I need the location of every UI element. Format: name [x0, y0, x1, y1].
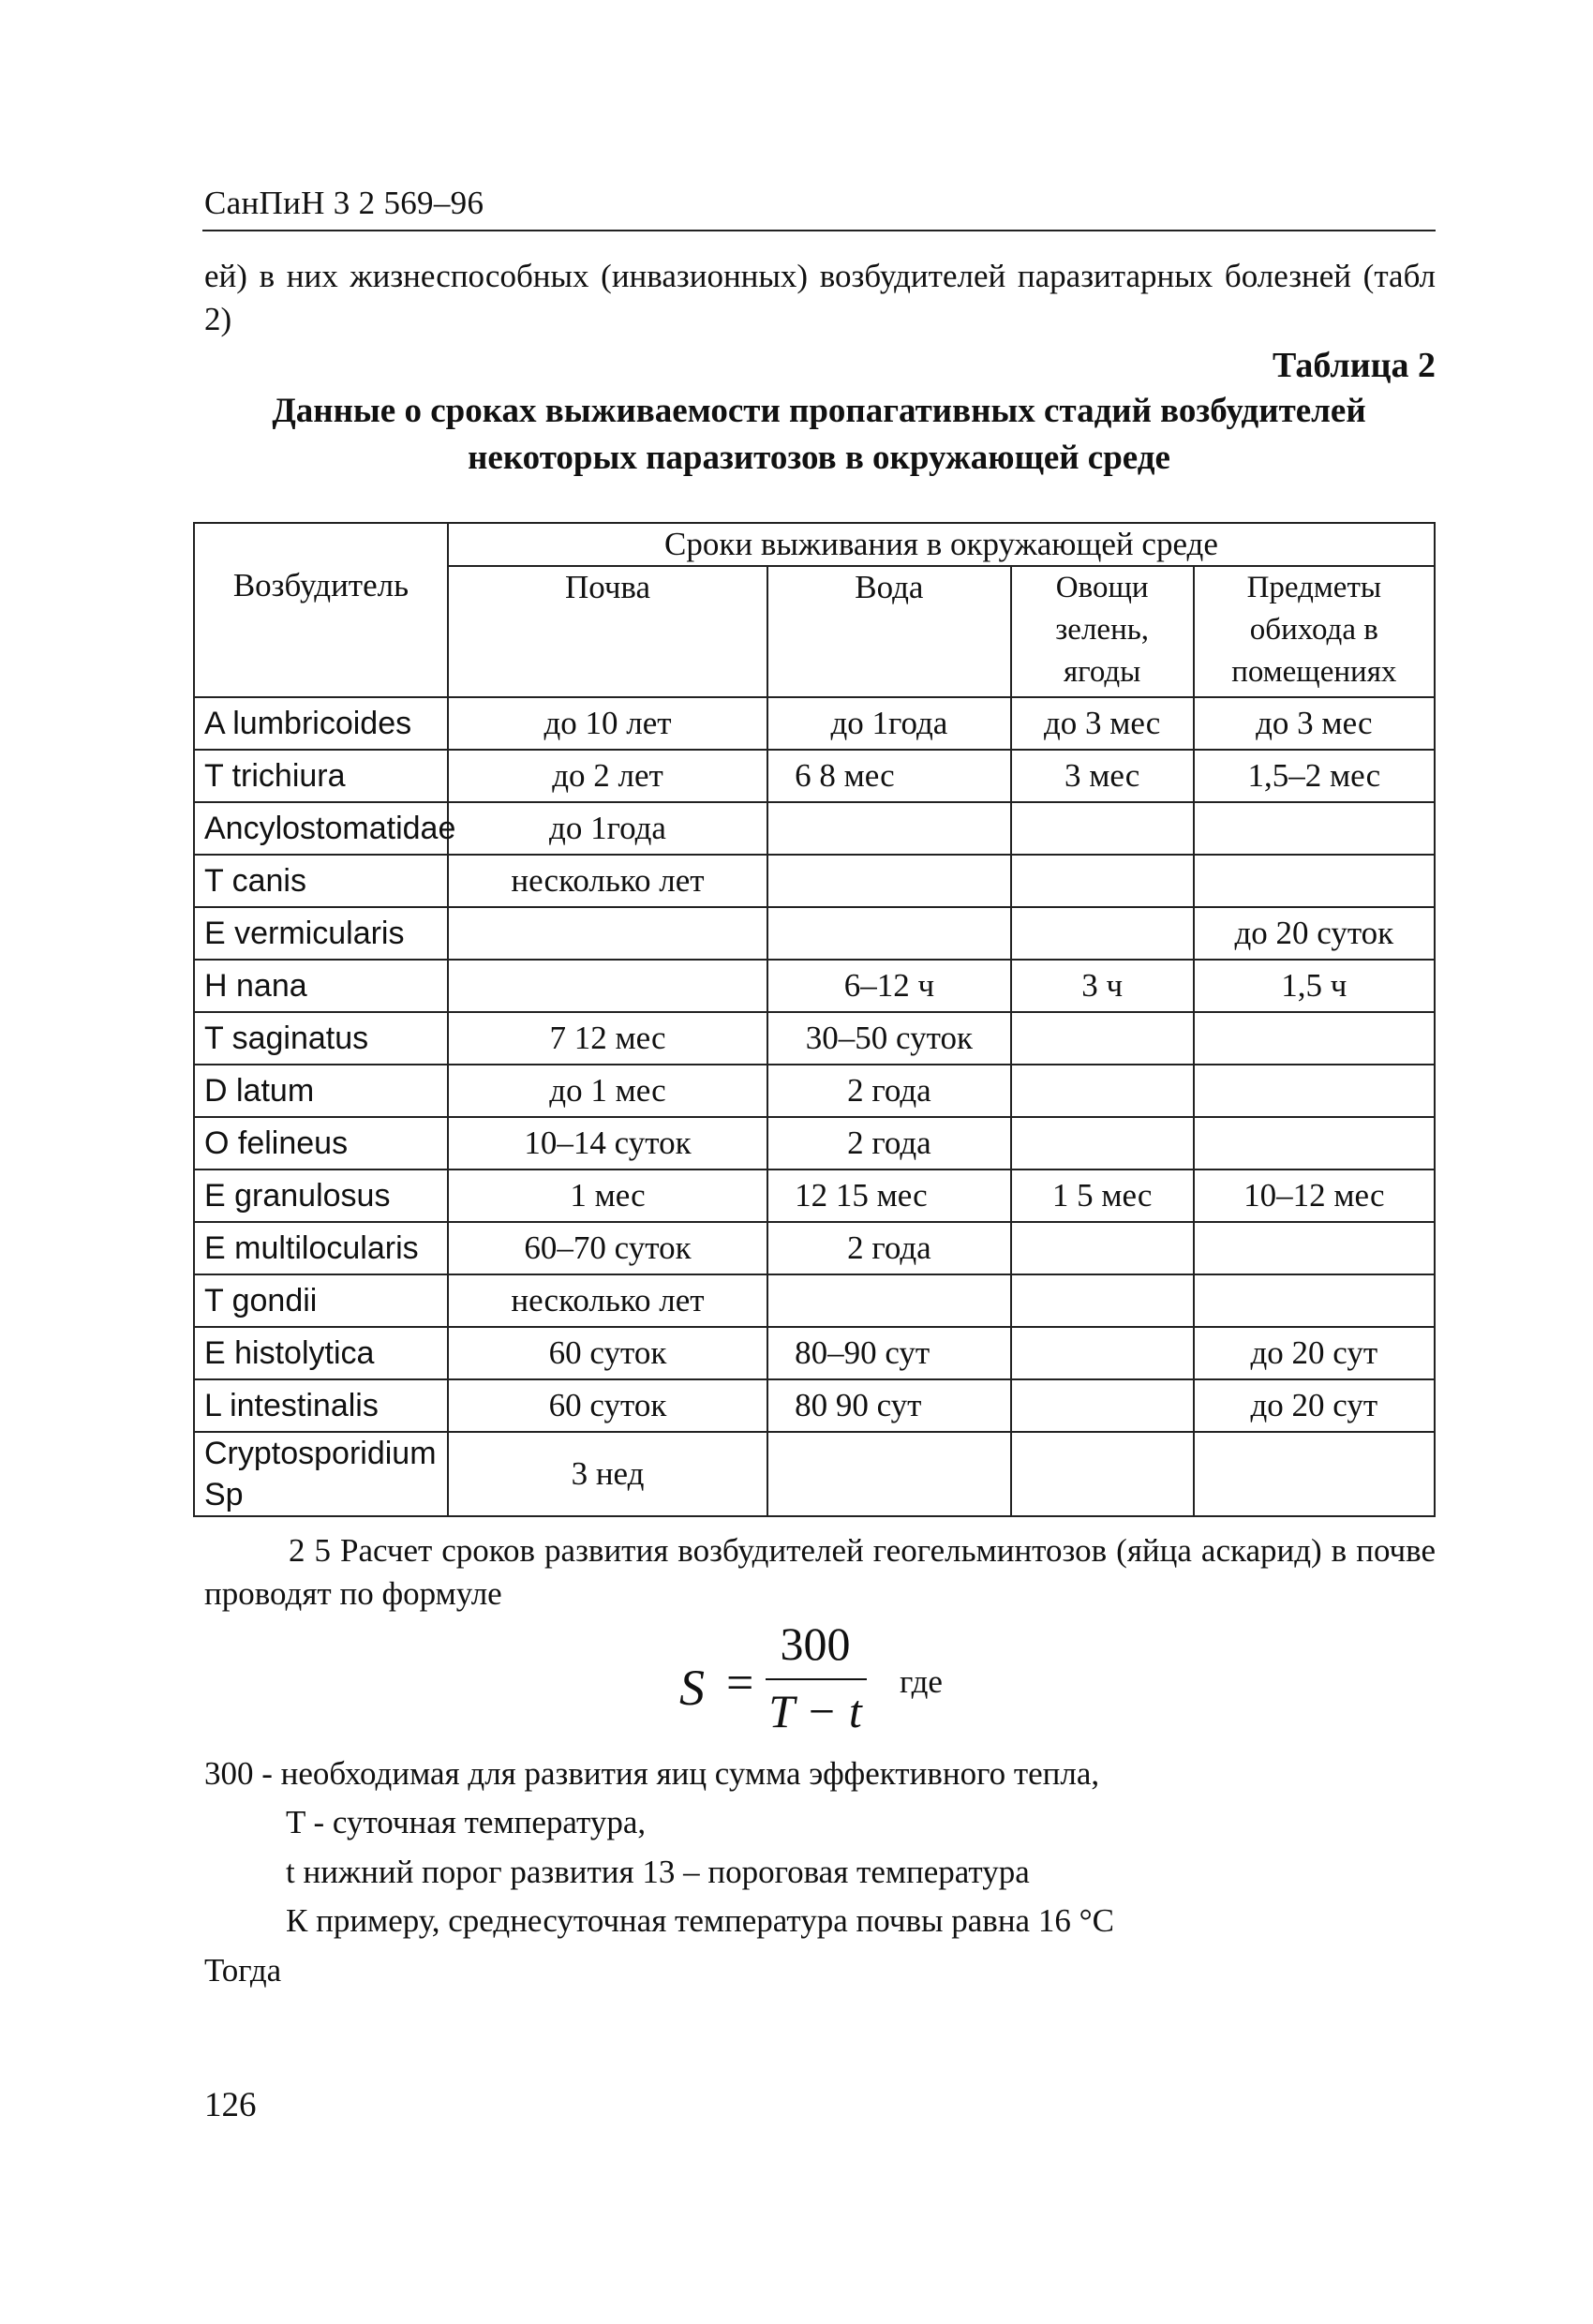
cell-water: 12 15 мес	[767, 1169, 1011, 1222]
cell-items	[1194, 1274, 1435, 1327]
cell-agent: Cryptosporidium Sp	[194, 1432, 448, 1516]
table-label: Таблица 2	[1272, 346, 1436, 385]
col-header-agent: Возбудитель	[194, 523, 448, 697]
cell-soil: 60 суток	[448, 1327, 767, 1379]
formula-where: где	[900, 1663, 943, 1700]
cell-items	[1194, 1222, 1435, 1274]
table-title-line1: Данные о сроках выживаемости пропагативных стадий возбудителей	[272, 392, 1366, 430]
table-row	[194, 1117, 1435, 1169]
cell-agent: O felineus	[194, 1117, 448, 1169]
survival-table	[193, 522, 1436, 1517]
cell-soil: 10–14 суток	[448, 1117, 767, 1169]
formula-numerator: 300	[780, 1617, 851, 1670]
cell-veg	[1011, 1379, 1194, 1432]
running-head: СанПиН 3 2 569–96	[204, 185, 484, 221]
cell-soil	[448, 907, 767, 960]
cell-items	[1194, 1065, 1435, 1117]
col-header-group: Сроки выживания в окружающей среде	[448, 523, 1435, 566]
formula-equals: =	[726, 1657, 754, 1710]
cell-items: до 3 мес	[1194, 697, 1435, 750]
cell-water: 2 года	[767, 1065, 1011, 1117]
cell-soil: до 2 лет	[448, 750, 767, 802]
cell-agent: T canis	[194, 855, 448, 907]
cell-water: 2 года	[767, 1117, 1011, 1169]
cell-soil: несколько лет	[448, 855, 767, 907]
cell-water	[767, 1274, 1011, 1327]
cell-veg	[1011, 907, 1194, 960]
cell-items	[1194, 802, 1435, 855]
cell-items: 10–12 мес	[1194, 1169, 1435, 1222]
cell-agent: E granulosus	[194, 1169, 448, 1222]
cell-agent: E histolytica	[194, 1327, 448, 1379]
cell-veg	[1011, 1274, 1194, 1327]
cell-water	[767, 802, 1011, 855]
cell-items	[1194, 1012, 1435, 1065]
cell-items	[1194, 855, 1435, 907]
col-header-items: Предметы обихода в помещениях	[1194, 566, 1435, 697]
cell-agent: H nana	[194, 960, 448, 1012]
cell-water: 80–90 сут	[767, 1327, 1011, 1379]
cell-soil: до 10 лет	[448, 697, 767, 750]
cell-agent: L intestinalis	[194, 1379, 448, 1432]
table-row	[194, 855, 1435, 907]
formula-lhs: S	[679, 1660, 705, 1716]
cell-agent: T trichiura	[194, 750, 448, 802]
cell-soil: до 1года	[448, 802, 767, 855]
table-title-line2: некоторых паразитозов в окружающей среде	[468, 439, 1170, 477]
cell-water	[767, 855, 1011, 907]
cell-items: 1,5 ч	[1194, 960, 1435, 1012]
table-row	[194, 750, 1435, 802]
cell-agent: T gondii	[194, 1274, 448, 1327]
cell-veg: до 3 мес	[1011, 697, 1194, 750]
cell-soil: 60 суток	[448, 1379, 767, 1432]
cell-items: до 20 сут	[1194, 1379, 1435, 1432]
definition-line-2: T - суточная температура,	[286, 1804, 647, 1840]
definition-line-5: Тогда	[204, 1952, 282, 1989]
cell-veg	[1011, 1432, 1194, 1516]
cell-items: до 20 суток	[1194, 907, 1435, 960]
formula-denominator: T − t	[768, 1685, 862, 1737]
cell-water: 2 года	[767, 1222, 1011, 1274]
cell-soil: 7 12 мес	[448, 1012, 767, 1065]
cell-veg: 3 ч	[1011, 960, 1194, 1012]
cell-water	[767, 1432, 1011, 1516]
cell-items	[1194, 1117, 1435, 1169]
cell-soil: до 1 мес	[448, 1065, 767, 1117]
table-row	[194, 802, 1435, 855]
cell-veg	[1011, 1065, 1194, 1117]
cell-soil: 1 мес	[448, 1169, 767, 1222]
col-header-water: Вода	[767, 566, 1011, 697]
cell-water	[767, 907, 1011, 960]
table-row	[194, 907, 1435, 960]
cell-agent: T saginatus	[194, 1012, 448, 1065]
cell-veg	[1011, 855, 1194, 907]
table-row	[194, 1379, 1435, 1432]
table-title	[202, 388, 1436, 482]
cell-soil: 60–70 суток	[448, 1222, 767, 1274]
table-row	[194, 1327, 1435, 1379]
page-number: 126	[204, 2086, 257, 2124]
cell-agent: E vermicularis	[194, 907, 448, 960]
definition-line-3: t нижний порог развития 13 – пороговая температура	[286, 1854, 1030, 1890]
cell-water: 30–50 суток	[767, 1012, 1011, 1065]
definition-line-1: 300 - необходимая для развития яиц сумма эффективного тепла,	[204, 1755, 1100, 1792]
cell-veg	[1011, 1117, 1194, 1169]
cell-agent: E multilocularis	[194, 1222, 448, 1274]
table-row	[194, 1222, 1435, 1274]
cell-veg: 1 5 мес	[1011, 1169, 1194, 1222]
section-paragraph: 2 5 Расчет сроков развития возбудителей геогельминтозов (яйца аскарид) в почве проводят по формуле	[204, 1532, 1436, 1612]
cell-water: до 1года	[767, 697, 1011, 750]
intro-paragraph: ей) в них жизнеспособных (инвазионных) возбудителей паразитарных болезней (табл 2)	[204, 258, 1436, 337]
col-header-veg: Овощи зелень, ягоды	[1011, 566, 1194, 697]
formula	[679, 1616, 1054, 1738]
header-rule	[202, 230, 1436, 231]
table-row	[194, 960, 1435, 1012]
cell-agent: Ancylostomatidae	[194, 802, 448, 855]
cell-veg	[1011, 1222, 1194, 1274]
formula-fraction-bar	[766, 1678, 867, 1680]
cell-agent: D latum	[194, 1065, 448, 1117]
cell-veg	[1011, 1327, 1194, 1379]
cell-veg: 3 мес	[1011, 750, 1194, 802]
table-row	[194, 1169, 1435, 1222]
cell-items: до 20 сут	[1194, 1327, 1435, 1379]
cell-water: 6–12 ч	[767, 960, 1011, 1012]
cell-items: 1,5–2 мес	[1194, 750, 1435, 802]
table-row	[194, 1065, 1435, 1117]
cell-water: 6 8 мес	[767, 750, 1011, 802]
definition-line-4: К примеру, среднесуточная температура почвы равна 16 °С	[286, 1902, 1114, 1939]
table-row	[194, 1432, 1435, 1516]
cell-items	[1194, 1432, 1435, 1516]
table-row	[194, 697, 1435, 750]
table-row	[194, 1012, 1435, 1065]
cell-veg	[1011, 802, 1194, 855]
cell-soil: 3 нед	[448, 1432, 767, 1516]
col-header-soil: Почва	[448, 566, 767, 697]
cell-soil	[448, 960, 767, 1012]
table-row	[194, 1274, 1435, 1327]
cell-water: 80 90 сут	[767, 1379, 1011, 1432]
cell-agent: A lumbricoides	[194, 697, 448, 750]
cell-soil: несколько лет	[448, 1274, 767, 1327]
cell-veg	[1011, 1012, 1194, 1065]
